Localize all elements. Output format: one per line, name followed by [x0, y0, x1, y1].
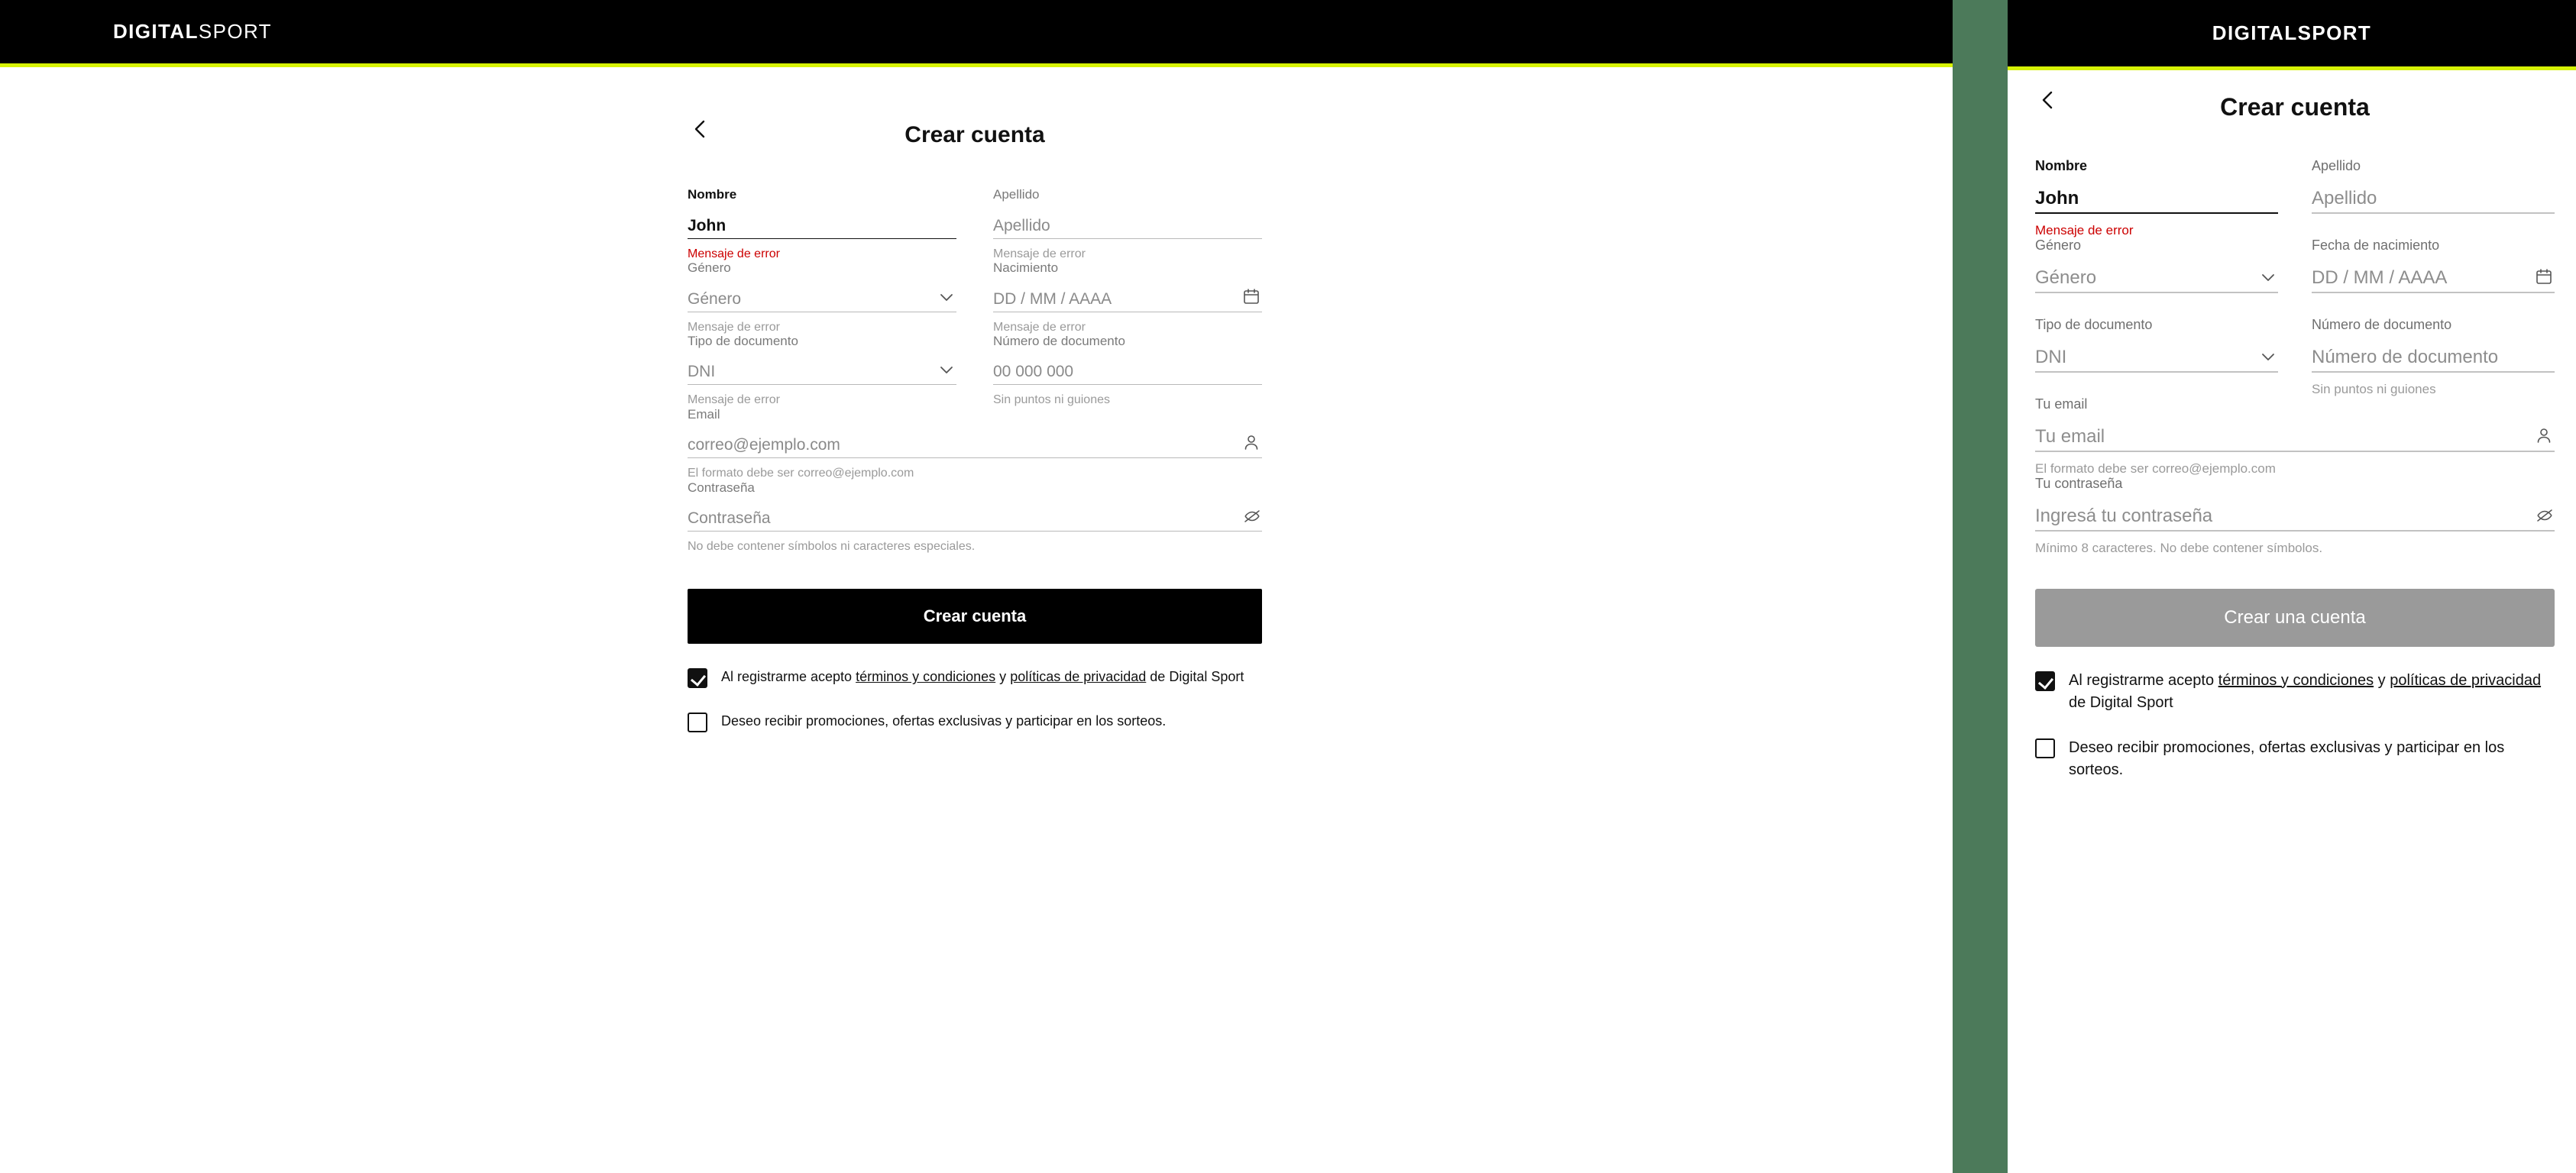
mock-field-genero: [2035, 238, 2278, 318]
field-genero-label: Género: [688, 260, 731, 275]
mock-terms-text: [2069, 670, 2555, 714]
mock-page-title: Crear cuenta: [2220, 92, 2370, 121]
field-nombre-label: Nombre: [688, 187, 737, 202]
mock-form-row-password: [2035, 477, 2555, 556]
field-nombre-hint: Mensaje de error: [688, 247, 780, 260]
mock-brand-logo-thin: SPORT: [2297, 21, 2372, 44]
mock-password-input[interactable]: [2035, 499, 2555, 532]
mock-field-numero-documento-label: Número de documento: [2312, 316, 2452, 332]
mock-terms-link[interactable]: términos y condiciones: [2218, 671, 2374, 689]
chevron-down-icon[interactable]: [937, 360, 956, 380]
mock-field-password: [2035, 477, 2555, 556]
field-nacimiento: [993, 261, 1262, 334]
mock-nombre-input[interactable]: [2035, 182, 2278, 214]
mock-field-numero-documento-hint: Sin puntos ni guiones: [2312, 381, 2436, 396]
mock-field-password-label: Tu contraseña: [2035, 476, 2123, 492]
mock-promos-checkbox-row: [2035, 737, 2555, 781]
form-row-email: [688, 408, 1262, 481]
mock-field-genero-hint: [2035, 302, 2278, 318]
field-apellido-hint: Mensaje de error: [993, 247, 1086, 260]
tipo-documento-select[interactable]: [688, 354, 956, 385]
field-apellido: [993, 188, 1262, 261]
field-genero-hint: Mensaje de error: [688, 320, 780, 334]
field-nombre: [688, 188, 956, 261]
email-input-placeholder: correo@ejemplo.com: [688, 436, 840, 454]
mock-apellido-input-placeholder: Apellido: [2312, 187, 2377, 208]
form-row-document: [688, 334, 1262, 408]
mock-field-genero-label: Género: [2035, 238, 2082, 254]
genero-select-value: Género: [688, 289, 742, 308]
form-header: [688, 115, 1262, 156]
field-password-label: Contraseña: [688, 480, 755, 495]
mock-form-row-document: [2035, 318, 2555, 397]
mock-terms-prefix: Al registrarme acepto: [2069, 671, 2218, 689]
mock-field-apellido-hint: [2312, 223, 2555, 238]
brand-logo-bold: DIGITAL: [113, 20, 199, 43]
mock-field-numero-documento: [2312, 318, 2555, 397]
mock-form-row-gender-birth: [2035, 238, 2555, 318]
nombre-input[interactable]: [688, 208, 956, 239]
mock-nombre-input-value: John: [2035, 187, 2079, 208]
promos-checkbox[interactable]: [688, 713, 707, 732]
terms-checkbox[interactable]: [688, 668, 707, 688]
mock-field-nacimiento-hint: [2312, 302, 2555, 318]
field-email-label: Email: [688, 406, 720, 422]
chevron-down-icon[interactable]: [2258, 267, 2278, 287]
field-numero-documento-hint: Sin puntos ni guiones: [993, 393, 1110, 407]
pane-divider: [1953, 0, 2008, 1173]
mock-create-account-button[interactable]: Crear una cuenta: [2035, 589, 2555, 647]
mock-field-nacimiento: [2312, 238, 2555, 318]
field-tipo-documento-label: Tipo de documento: [688, 333, 798, 348]
mock-password-input-placeholder: Ingresá tu contraseña: [2035, 506, 2213, 527]
form-row-name: [688, 188, 1262, 261]
brand-logo: [113, 20, 272, 44]
mock-field-password-hint: Mínimo 8 caracteres. No debe contener símbolos.: [2035, 541, 2323, 556]
privacy-link[interactable]: políticas de privacidad: [1010, 669, 1147, 685]
mock-numero-documento-input-placeholder: Número de documento: [2312, 346, 2499, 367]
terms-checkbox-row: [688, 667, 1262, 688]
field-tipo-documento: [688, 334, 956, 408]
mock-tipo-documento-select[interactable]: [2035, 341, 2278, 373]
tipo-documento-select-value: DNI: [688, 363, 716, 381]
calendar-icon[interactable]: [1242, 287, 1262, 307]
mock-tipo-documento-select-value: DNI: [2035, 346, 2067, 367]
eye-off-icon[interactable]: [1242, 506, 1262, 526]
form-row-gender-birth: [688, 261, 1262, 334]
mock-privacy-link[interactable]: políticas de privacidad: [2390, 671, 2542, 689]
mock-brand-logo-bold: DIGITAL: [2212, 21, 2298, 44]
chevron-left-icon[interactable]: [2035, 87, 2061, 113]
signup-form: [688, 115, 1262, 732]
mock-genero-select-value: Género: [2035, 267, 2097, 288]
mock-field-apellido-label: Apellido: [2312, 158, 2361, 173]
field-password: [688, 481, 1262, 554]
mock-field-nacimiento-label: Fecha de nacimiento: [2312, 238, 2440, 254]
form-row-password: [688, 481, 1262, 554]
mock-nacimiento-input[interactable]: [2312, 261, 2555, 293]
mock-brand-logo: [2212, 21, 2371, 45]
promos-checkbox-row: [688, 711, 1262, 732]
mock-email-input[interactable]: [2035, 420, 2555, 452]
user-icon: [1242, 433, 1262, 453]
mock-field-tipo-documento-hint: [2035, 382, 2278, 397]
mock-signup-form: [2035, 86, 2555, 781]
mock-field-apellido: [2312, 159, 2555, 238]
create-account-button[interactable]: Crear cuenta: [688, 589, 1262, 644]
mock-field-tipo-documento-label: Tipo de documento: [2035, 316, 2153, 332]
calendar-icon[interactable]: [2535, 267, 2555, 287]
numero-documento-input-placeholder: 00 000 000: [993, 363, 1074, 381]
terms-suffix: de Digital Sport: [1146, 669, 1244, 685]
mock-form-row-email: [2035, 397, 2555, 477]
terms-mid: y: [995, 669, 1011, 685]
mock-genero-select[interactable]: [2035, 261, 2278, 293]
mock-field-email: [2035, 397, 2555, 477]
mock-numero-documento-input[interactable]: [2312, 341, 2555, 373]
mock-field-email-hint: El formato debe ser correo@ejemplo.com: [2035, 460, 2276, 476]
mock-apellido-input[interactable]: [2312, 182, 2555, 214]
field-nacimiento-label: Nacimiento: [993, 260, 1059, 275]
promos-text: Deseo recibir promociones, ofertas exclusivas y participar en los sorteos.: [721, 713, 1167, 729]
chevron-down-icon[interactable]: [2258, 347, 2278, 367]
nombre-input-value: John: [688, 216, 727, 234]
apellido-input[interactable]: [993, 208, 1262, 239]
mock-promos-checkbox[interactable]: [2035, 738, 2055, 758]
nacimiento-input-placeholder: DD / MM / AAAA: [993, 289, 1112, 308]
terms-text: [721, 667, 1244, 687]
field-apellido-label: Apellido: [993, 187, 1040, 202]
field-password-hint: No debe contener símbolos ni caracteres especiales.: [688, 540, 976, 554]
right-pane-design-mock: [2008, 0, 2576, 1173]
user-icon: [2535, 426, 2555, 446]
mock-terms-suffix: de Digital Sport: [2069, 693, 2173, 711]
field-genero: [688, 261, 956, 334]
terms-prefix: Al registrarme acepto: [721, 669, 856, 685]
field-email-hint: El formato debe ser correo@ejemplo.com: [688, 467, 914, 480]
terms-link[interactable]: términos y condiciones: [856, 669, 996, 685]
password-input-placeholder: Contraseña: [688, 509, 771, 528]
numero-documento-input[interactable]: [993, 354, 1262, 385]
brand-logo-thin: SPORT: [198, 20, 272, 43]
email-input[interactable]: [688, 428, 1262, 458]
mock-terms-checkbox[interactable]: [2035, 671, 2055, 691]
field-nacimiento-hint: Mensaje de error: [993, 320, 1086, 334]
site-header: [0, 0, 1953, 67]
nacimiento-input[interactable]: [993, 282, 1262, 312]
mock-field-nombre-hint: Mensaje de error: [2035, 222, 2134, 238]
mock-field-email-label: Tu email: [2035, 396, 2088, 412]
chevron-down-icon[interactable]: [937, 287, 956, 307]
genero-select[interactable]: [688, 282, 956, 312]
field-email: [688, 408, 1262, 481]
password-input[interactable]: [688, 501, 1262, 532]
mock-terms-checkbox-row: [2035, 670, 2555, 714]
mock-form-row-name: [2035, 159, 2555, 238]
mock-header: [2008, 0, 2576, 70]
chevron-left-icon[interactable]: [688, 116, 714, 142]
mock-field-tipo-documento: [2035, 318, 2278, 397]
mock-nacimiento-input-placeholder: DD / MM / AAAA: [2312, 267, 2448, 288]
field-numero-documento-label: Número de documento: [993, 333, 1125, 348]
eye-off-icon[interactable]: [2535, 506, 2555, 525]
page-title: Crear cuenta: [905, 122, 1045, 147]
apellido-input-placeholder: Apellido: [993, 216, 1050, 234]
field-tipo-documento-hint: Mensaje de error: [688, 393, 780, 407]
mock-field-nombre-label: Nombre: [2035, 158, 2088, 173]
mock-email-input-placeholder: Tu email: [2035, 425, 2105, 447]
field-numero-documento: [993, 334, 1262, 408]
mock-promos-text: Deseo recibir promociones, ofertas exclusivas y participar en los sorteos.: [2069, 738, 2505, 778]
mock-field-nombre: [2035, 159, 2278, 238]
mock-form-header: [2035, 86, 2555, 128]
mock-terms-mid: y: [2374, 671, 2390, 689]
